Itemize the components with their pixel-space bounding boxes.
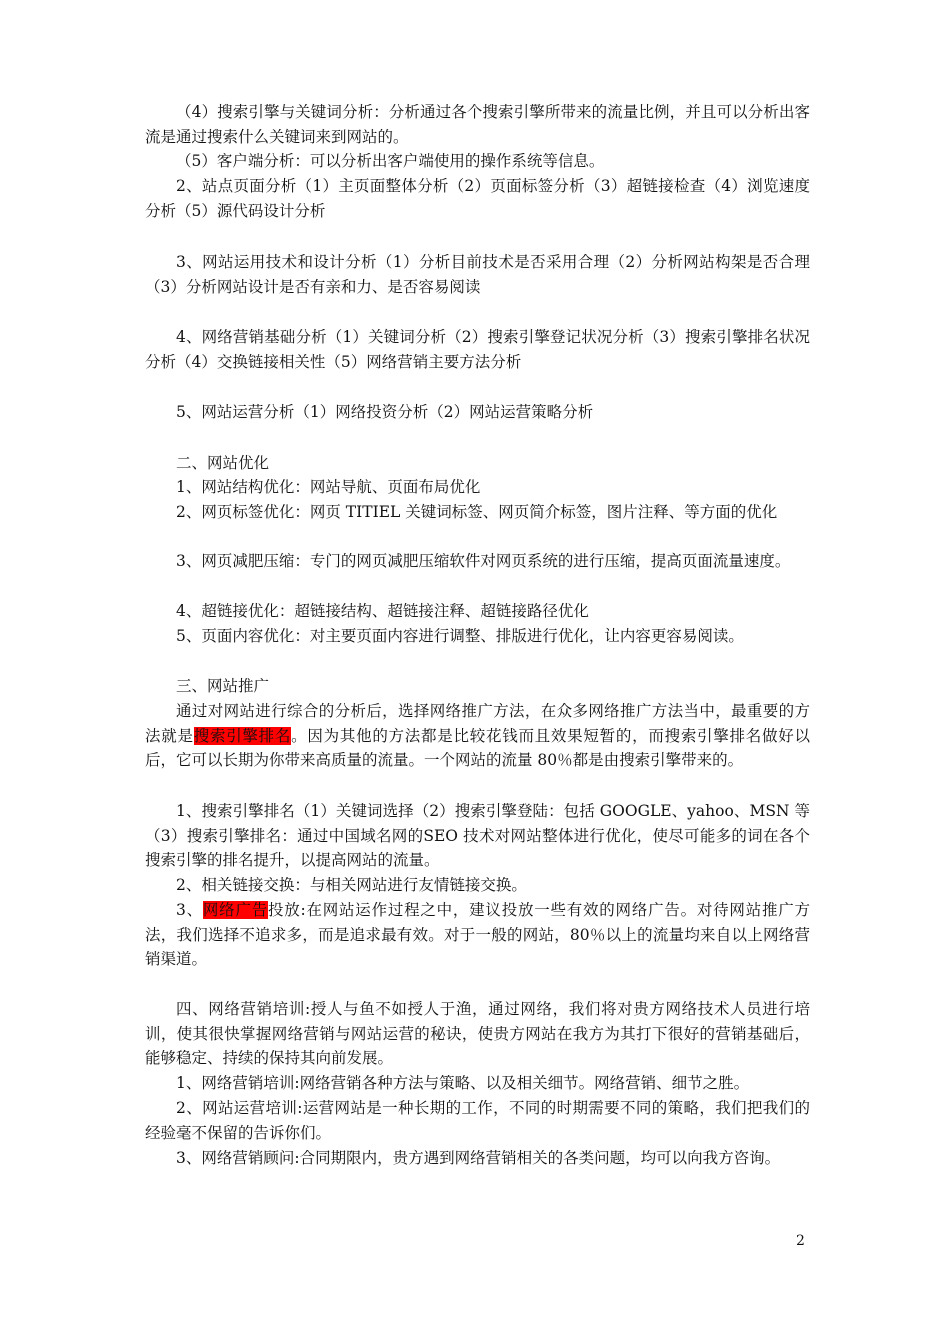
paragraph-promotion-intro: [145, 699, 810, 773]
paragraph-structure-optimization: 1、网站结构优化：网站导航、页面布局优化: [176, 478, 481, 496]
highlight-online-ads: 网络广告: [202, 901, 268, 919]
paragraph-marketing-basics-analysis: 4、网络营销基础分析（1）关键词分析（2）搜索引擎登记状况分析（3）搜索引擎排名状况分析（4）交换链接相关性（5）网络营销主要方法分析: [145, 328, 810, 371]
paragraph-link-optimization: 4、超链接优化：超链接结构、超链接注释、超链接路径优化: [176, 602, 589, 620]
highlight-search-ranking: 搜索引擎排名: [193, 726, 292, 745]
intro-text-start: 通过对网站进行综合的分析后，选择网络推广方法，在众多网络推广方法当中，最重要的方法就是: [145, 702, 810, 745]
paragraph-keyword-analysis: （4）搜索引擎与关键词分析：分析通过各个搜索引擎所带来的流量比例，并且可以分析出客流是通过搜索什么关键词来到网站的。: [145, 103, 810, 146]
ads-prefix: 3、: [176, 901, 203, 919]
paragraph-operations-training: 2、网站运营培训:运营网站是一种长期的工作，不同的时期需要不同的策略，我们把我们的经验毫不保留的告诉你们。: [145, 1099, 810, 1142]
paragraph-tech-design-analysis: 3、网站运用技术和设计分析（1）分析目前技术是否采用合理（2）分析网站构架是否合理（3）分析网站设计是否有亲和力、是否容易阅读: [145, 253, 810, 296]
paragraph-client-analysis: （5）客户端分析：可以分析出客户端使用的操作系统等信息。: [176, 152, 605, 170]
section-title-promotion: 三、网站推广: [176, 677, 270, 695]
paragraph-operations-analysis: 5、网站运营分析（1）网络投资分析（2）网站运营策略分析: [176, 403, 594, 421]
paragraph-search-ranking: 1、搜索引擎排名（1）关键词选择（2）搜索引擎登陆：包括 GOOGLE、yahoo、MSN 等（3）搜索引擎排名：通过中国域名网的SEO 技术对网站整体进行优化，使尽可能多的词在各个搜索引擎的排名提升，以提高网站的流量。: [145, 802, 810, 869]
paragraph-marketing-consultant: 3、网络营销顾问:合同期限内，贵方遇到网络营销相关的各类问题，均可以向我方咨询。: [176, 1149, 781, 1167]
paragraph-compression: 3、网页减肥压缩：专门的网页减肥压缩软件对网页系统的进行压缩，提高页面流量速度。: [176, 552, 791, 570]
paragraph-online-ads: [145, 898, 810, 972]
paragraph-page-analysis: 2、站点页面分析（1）主页面整体分析（2）页面标签分析（3）超链接检查（4）浏览速度分析（5）源代码设计分析: [145, 177, 810, 220]
paragraph-tag-optimization: 2、网页标签优化：网页 TITIEL 关键词标签、网页简介标签，图片注释、等方面的优化: [176, 503, 778, 521]
intro-text-end: 。因为其他的方法都是比较花钱而且效果短暂的，而搜索引擎排名做好以后，它可以长期为你带来高质量的流量。一个网站的流量 80％都是由搜索引擎带来的。: [145, 726, 810, 769]
paragraph-marketing-training: 1、网络营销培训:网络营销各种方法与策略、以及相关细节。网络营销、细节之胜。: [176, 1074, 750, 1092]
paragraph-training-intro: 四、网络营销培训:授人与鱼不如授人于渔，通过网络，我们将对贵方网络技术人员进行培训，使其很快掌握网络营销与网站运营的秘诀，使贵方网站在我方为其打下很好的营销基础后，能够稳定、持续的保持其向前发展。: [145, 1000, 810, 1067]
section-title-optimization: 二、网站优化: [176, 454, 270, 472]
paragraph-link-exchange: 2、相关链接交换：与相关网站进行友情链接交换。: [176, 876, 527, 894]
page-number: 2: [796, 1233, 805, 1249]
paragraph-content-optimization: 5、页面内容优化：对主要页面内容进行调整、排版进行优化，让内容更容易阅读。: [176, 627, 744, 645]
ads-text: 投放:在网站运作过程之中，建议投放一些有效的网络广告。对待网站推广方法，我们选择不追求多，而是追求最有效。对于一般的网站，80％以上的流量均来自以上网络营销渠道。: [145, 901, 810, 968]
